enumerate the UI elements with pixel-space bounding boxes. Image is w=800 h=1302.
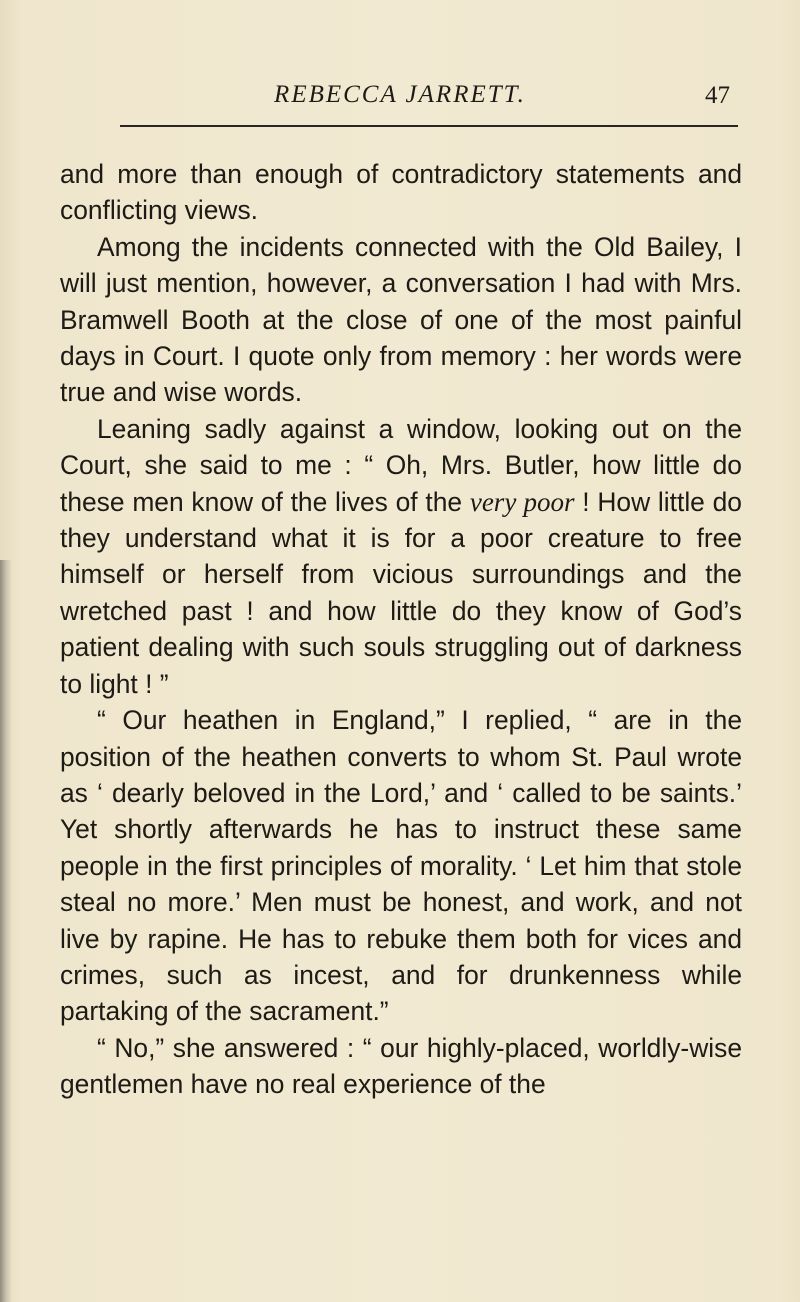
paragraph-3 xyxy=(60,411,742,702)
body-text xyxy=(60,156,742,1103)
page-number: 47 xyxy=(705,82,730,109)
header-rule xyxy=(120,125,738,127)
paragraph-2-text: Among the incidents connected with the Old Bailey, I will just mention, however, a conversation I had with Mrs. Bramwell Booth at the close of one of the most painful days in Court. I quote only from memory : her words were true and wise words. xyxy=(60,231,742,408)
paragraph-2 xyxy=(60,229,742,411)
paragraph-1-text: and more than enough of contradictory statements and conflicting views. xyxy=(60,159,742,226)
running-title: REBECCA JARRETT. xyxy=(274,81,526,108)
paragraph-4-text: “ Our heathen in England,” I replied, “ are in the position of the heathen converts to whom St. Paul wrote as ‘ dearly beloved in the Lord,’ and ‘ called to be saints.’ Yet shortly afterwards he has to instruct these same people in the first principles of morality. ‘ Let him that stole steal no more.’ Men must be honest, and work, and not live by rapine. He has to rebuke them both for vices and crimes, such as incest, and for drunkenness while partaking of the sacrament.” xyxy=(60,705,742,1027)
paragraph-4 xyxy=(60,702,742,1030)
paragraph-3-text-start: Leaning sadly against a window, looking out on the Court, she said to me : “ Oh, Mrs. Butler, how little do these men know of the lives of the xyxy=(60,413,742,517)
paragraph-5 xyxy=(60,1030,742,1103)
paragraph-3-text-end: ! How little do they understand what it is for a poor creature to free himself or herself from vicious surroundings and the wretched past ! and how little do they know of God’s patient dealing with such souls struggling out of darkness to light ! ” xyxy=(60,486,742,699)
paragraph-5-text: “ No,” she answered : “ our highly-placed, worldly-wise gentlemen have no real experience of the xyxy=(60,1032,742,1100)
binding-shadow xyxy=(0,560,12,1302)
paragraph-3-emphasis: very poor xyxy=(469,486,575,517)
running-head xyxy=(60,80,740,116)
paragraph-1 xyxy=(60,156,742,229)
